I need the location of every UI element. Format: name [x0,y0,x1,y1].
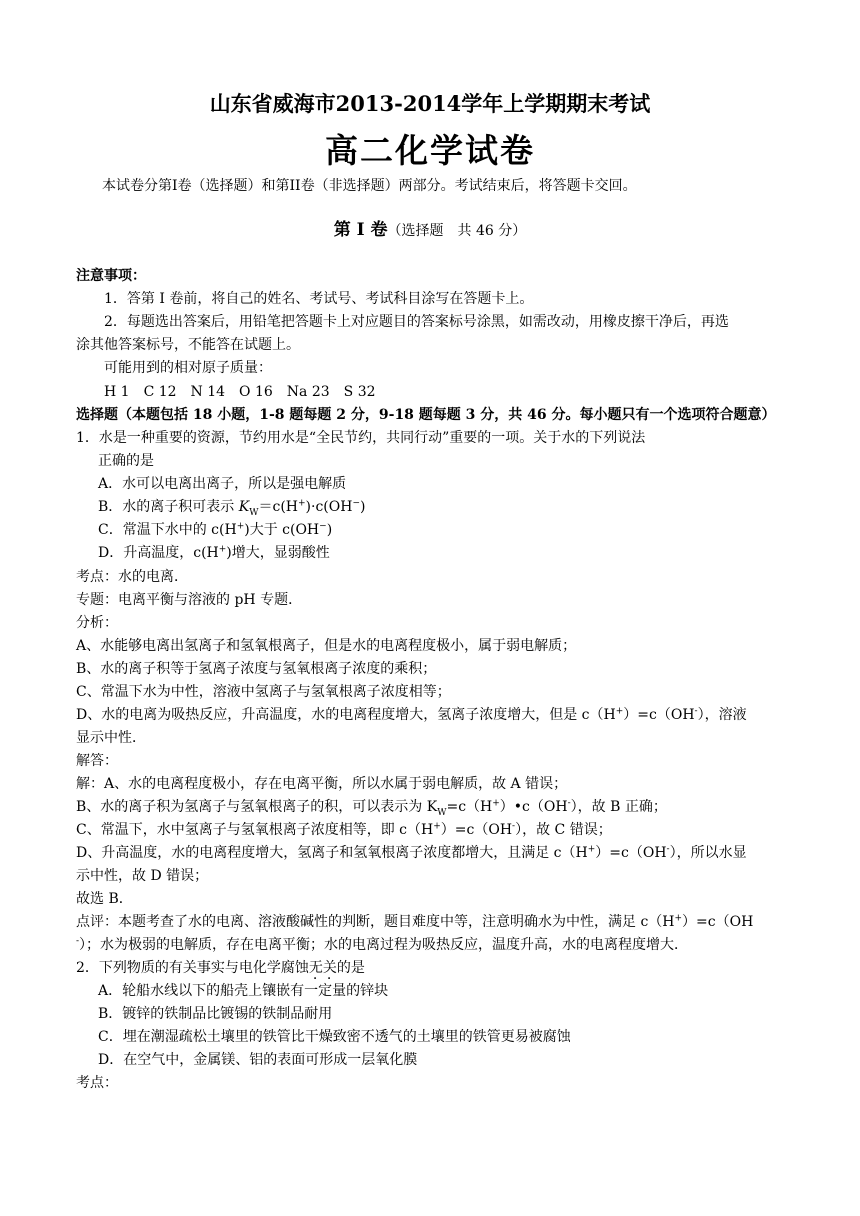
q2-option-d: D．在空气中，金属镁、铝的表面可形成一层氧化膜 [98,1052,418,1068]
q1-analysis-d2: 显示中性． [76,730,146,746]
q1-analysis-a: A、水能够电离出氢离子和氢氧根离子，但是水的电离程度极小，属于弱电解质； [76,638,577,654]
notice-item-1: 1．答第 I 卷前，将自己的姓名、考试号、考试科目涂写在答题卡上。 [104,291,534,307]
q1-fenxi: 分析： [76,615,118,631]
q1-solution-b: B、水的离子积为氢离子与氢氧根离子的积，可以表示为 $K_W=c(H^+)•c(OH^-)$，故 B 正确； [76,798,667,818]
q1-option-c: C．常温下水中的 c(H+)大于 c(OH−) [98,521,333,538]
q1-stem-a: 1．水是一种重要的资源，节约用水是“全民节约，共同行动”重要的一项。关于水的下列说法 [76,430,646,446]
notice-heading: 注意事项： [76,268,146,284]
q1-kaodian: 考点：水的电离． [76,569,188,585]
q1-analysis-b: B、水的离子积等于氢离子浓度与氢氧根离子浓度的乘积； [76,661,437,677]
q1-comment-2: -）；水为极弱的电解质，存在电离平衡；水的电离过程为吸热反应，温度升高，水的电离程度增大． [76,936,689,953]
section-main: 第 I 卷 [333,220,388,240]
q2-option-c: C．埋在潮湿疏松土壤里的铁管比干燥致密不透气的土壤里的铁管更易被腐蚀 [98,1029,571,1045]
atomic-masses: H 1 C 12 N 14 O 16 Na 23 S 32 [104,384,376,400]
exam-intro: 本试卷分第I卷（选择题）和第II卷（非选择题）两部分。考试结束后，将答题卡交回。 [102,178,637,194]
q1-answer: 故选 B． [76,891,133,907]
q2-option-a: A．轮船水线以下的船壳上镶嵌有一定量的锌块 [98,983,389,999]
section-heading [0,218,860,243]
q1-jieda: 解答： [76,753,118,769]
q1-option-a: A．水可以电离出离子，所以是强电解质 [98,476,347,492]
q1-option-d: D．升高温度，c(H+)增大，显弱酸性 [98,544,330,561]
q1-solution-d: D、升高温度，水的电离程度增大，氢离子和氢氧根离子浓度都增大，且满足 c（H+）=c（OH-），所以水显 [76,844,747,861]
mass-label: 可能用到的相对原子质量： [104,360,272,376]
q1-zhuanti: 专题：电离平衡与溶液的 pH 专题． [76,592,303,608]
exam-title: 山东省威海市2013-2014学年上学期期末考试 [209,91,651,116]
section-note: （选择题 共 46 分） [387,223,527,239]
q1-analysis-d: D、水的电离为吸热反应，升高温度，水的电离程度增大，氢离子浓度增大，但是 c（H+）=c（OH-），溶液 [76,706,747,723]
q1-comment: 点评：本题考查了水的电离、溶液酸碱性的判断，题目难度中等，注意明确水为中性，满足 c（H+）=c（OH [76,913,754,930]
exam-subtitle: 高二化学试卷 [325,131,535,170]
notice-item-2b: 涂其他答案标号，不能答在试题上。 [76,337,300,353]
q2-option-b: B．镀锌的铁制品比镀锡的铁制品耐用 [98,1006,333,1022]
q1-solution-d2: 示中性，故 D 错误； [76,868,209,884]
q2-stem: 2．下列物质的有关事实与电化学腐蚀无关的是 [76,960,365,976]
q1-stem-b: 正确的是 [98,453,154,469]
q1-analysis-c: C、常温下水为中性，溶液中氢离子与氢氧根离子浓度相等； [76,684,451,700]
choice-heading: 选择题（本题包括 18 小题，1-8 题每题 2 分，9-18 题每题 3 分，共 46 分。每小题只有一个选项符合题意） [76,407,776,423]
q1-option-b: B．水的离子积可表示 $K_W=c(H^+)\cdot c(OH^-)$ [98,498,366,518]
q1-solution-c: C、常温下，水中氢离子与氢氧根离子浓度相等，即 c（H+）=c（OH-），故 C 错误； [76,821,612,838]
q2-kaodian: 考点： [76,1075,118,1091]
q1-solution-a: 解：A、水的电离程度极小，存在电离平衡，所以水属于弱电解质，故 A 错误； [76,776,568,792]
notice-item-2a: 2．每题选出答案后，用铅笔把答题卡上对应题目的答案标号涂黑，如需改动，用橡皮擦干净后，再选 [104,314,729,330]
